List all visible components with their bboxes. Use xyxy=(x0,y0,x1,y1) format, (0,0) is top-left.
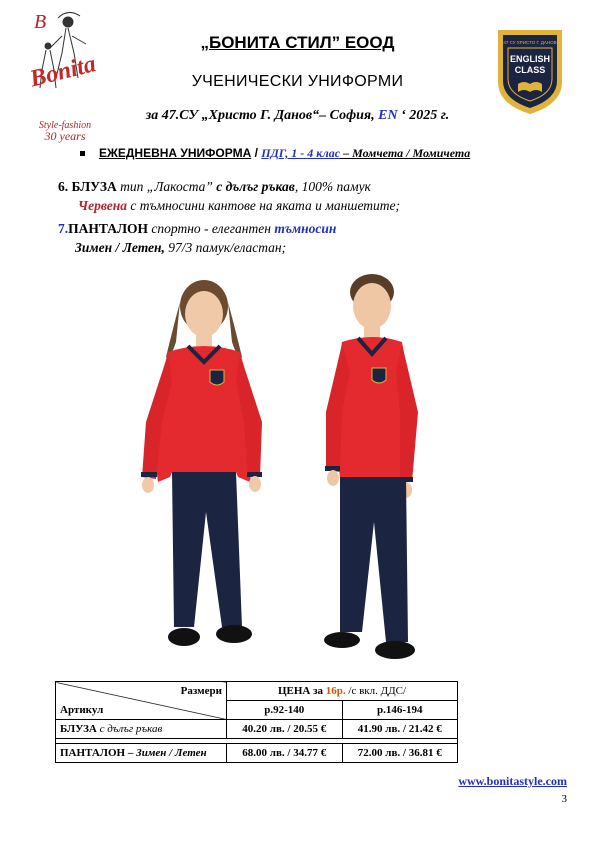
row-name: ПАНТАЛОН – xyxy=(60,747,137,759)
item7-num: 7. xyxy=(58,221,69,236)
category-main: ЕЖЕДНЕВНА УНИФОРМА xyxy=(99,146,252,160)
badge-line2: CLASS xyxy=(514,65,546,75)
subheading-pre: за 47.СУ „Христо Г. Данов“– София, xyxy=(145,108,379,123)
logo-letter: B xyxy=(34,11,47,33)
bullet-icon xyxy=(80,151,85,156)
item6-fabric: , 100% памук xyxy=(294,179,371,194)
item-trousers xyxy=(58,219,336,257)
badge-line1: ENGLISH xyxy=(509,54,551,64)
table-row-label xyxy=(56,720,227,739)
item6-type: тип „Лакоста” xyxy=(116,179,213,194)
row-name: БЛУЗА xyxy=(60,723,97,735)
uniform-photo xyxy=(110,272,490,672)
price-header xyxy=(227,682,458,701)
subheading-en: EN xyxy=(378,108,398,123)
table-cell-price: 41.90 лв. / 21.42 € xyxy=(342,720,458,739)
uniform-category xyxy=(80,146,470,161)
col-sizes-label: Размери xyxy=(180,685,222,697)
logo-years: 30 years xyxy=(44,129,86,143)
size-col-2: р.146-194 xyxy=(342,701,458,720)
price-table xyxy=(55,681,458,763)
table-cell-price: 40.20 лв. / 20.55 € xyxy=(227,720,343,739)
row-desc: Зимен / Летен xyxy=(136,747,207,759)
category-slash: / xyxy=(251,146,262,160)
table-row-label xyxy=(56,744,227,763)
item6-name: БЛУЗА xyxy=(71,179,117,194)
category-grades: ПДГ, 1 - 4 клас xyxy=(261,146,341,160)
item-blouse xyxy=(58,177,400,215)
subheading-post: ‘ 2025 г. xyxy=(397,108,450,123)
logo-brand: Bonita xyxy=(28,51,99,93)
table-cell-price: 68.00 лв. / 34.77 € xyxy=(227,744,343,763)
item6-color: Червена xyxy=(78,198,127,213)
logo-tagline: Style-fashion xyxy=(38,120,92,131)
badge-ring-text: 47 СУ ХРИСТО Г. ДАНОВ xyxy=(503,40,557,45)
girl-figure xyxy=(141,280,262,646)
table-cell-price: 72.00 лв. / 36.81 € xyxy=(342,744,458,763)
table-corner-header xyxy=(56,682,227,720)
price-header-qty: 16р. xyxy=(325,685,346,697)
item7-color: тъмносин xyxy=(274,221,337,236)
page-number: 3 xyxy=(561,793,567,805)
item7-fabric: 97/3 памук/еластан; xyxy=(164,240,287,255)
boy-figure xyxy=(324,274,418,659)
size-col-1: р.92-140 xyxy=(227,701,343,720)
company-name: „БОНИТА СТИЛ” ЕООД xyxy=(200,33,395,52)
item7-season: Зимен / Летен, xyxy=(75,240,165,255)
website-link[interactable]: www.bonitastyle.com xyxy=(458,774,567,788)
item7-style: спортно - елегантен xyxy=(148,221,275,236)
price-header-post: /с вкл. ДДС/ xyxy=(345,685,407,697)
school-subheading xyxy=(0,108,595,124)
category-gender: – Момчета / Момичета xyxy=(340,146,471,160)
item6-num: 6. xyxy=(58,179,69,194)
page-heading: УЧЕНИЧЕСКИ УНИФОРМИ xyxy=(191,73,404,90)
price-header-pre: ЦЕНА за xyxy=(277,685,326,697)
item6-sleeve: с дълъг ръкав xyxy=(212,179,295,194)
item6-color-desc: с тъмносини кантове на яката и маншетите; xyxy=(126,198,401,213)
col-article-label: Артикул xyxy=(60,704,104,716)
item7-name: ПАНТАЛОН xyxy=(68,221,149,236)
row-desc: с дълъг ръкав xyxy=(96,723,163,735)
